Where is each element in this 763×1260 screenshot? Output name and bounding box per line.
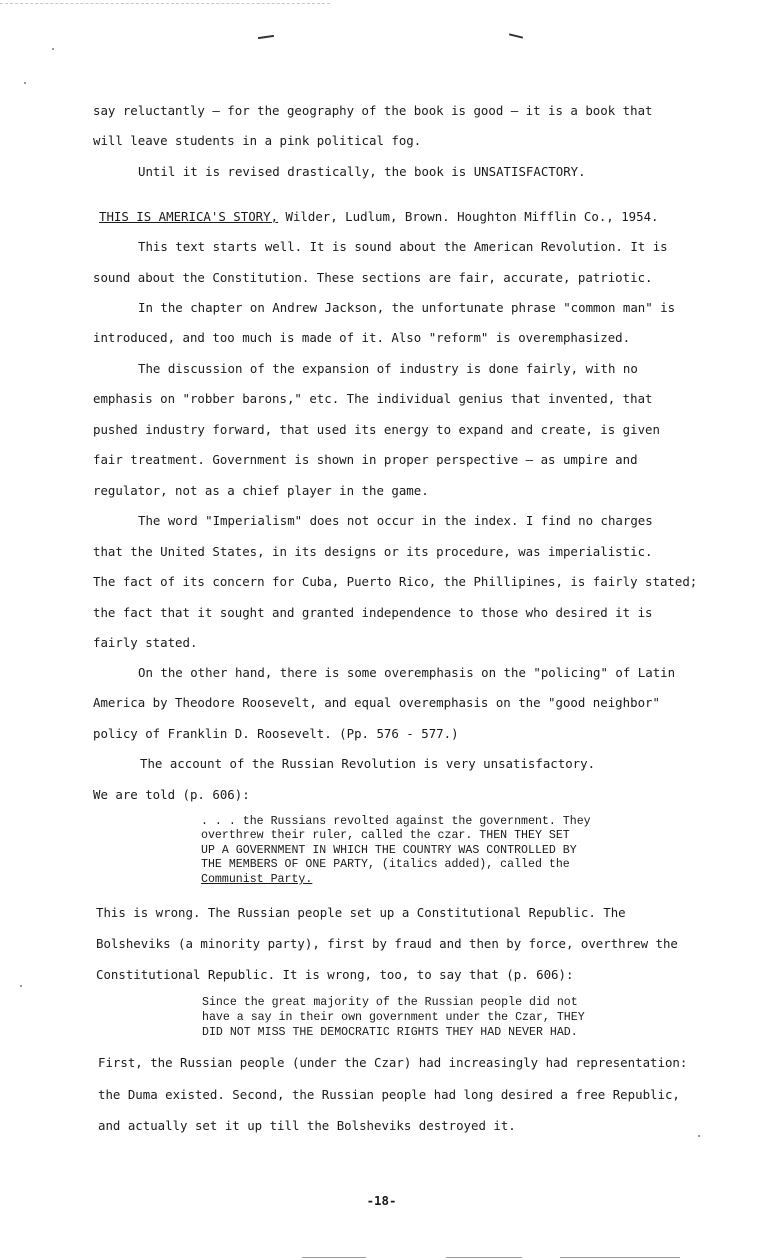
body-line: On the other hand, there is some overemphasis on the "policing" of Latin xyxy=(138,665,676,680)
quote-line: overthrew their ruler, called the czar. THEN THEY SET xyxy=(201,829,570,842)
body-line: and actually set it up till the Bolsheviks destroyed it. xyxy=(98,1118,516,1133)
scan-speck xyxy=(698,1135,700,1137)
body-line: policy of Franklin D. Roosevelt. (Pp. 576 - 577.) xyxy=(93,726,459,741)
body-line: the Duma existed. Second, the Russian people had long desired a free Republic, xyxy=(98,1087,680,1102)
body-line: The word "Imperialism" does not occur in the index. I find no charges xyxy=(138,513,653,528)
body-line: emphasis on "robber barons," etc. The individual genius that invented, that xyxy=(93,391,653,406)
body-line: Constitutional Republic. It is wrong, too, to say that (p. 606): xyxy=(96,967,574,982)
body-line: that the United States, in its designs or its procedure, was imperialistic. xyxy=(93,544,653,559)
body-line: The account of the Russian Revolution is very unsatisfactory. xyxy=(140,756,596,771)
body-line: This text starts well. It is sound about the American Revolution. It is xyxy=(138,239,668,254)
body-line: America by Theodore Roosevelt, and equal overemphasis on the "good neighbor" xyxy=(93,695,660,710)
body-line: regulator, not as a chief player in the game. xyxy=(93,483,429,498)
body-line: pushed industry forward, that used its energy to expand and create, is given xyxy=(93,422,660,437)
top-scan-edge xyxy=(0,3,330,4)
body-line: will leave students in a pink political fog. xyxy=(93,133,422,148)
quote-line: have a say in their own government under the Czar, THEY xyxy=(202,1011,585,1024)
body-line: In the chapter on Andrew Jackson, the unfortunate phrase "common man" is xyxy=(138,300,676,315)
quote-line: Since the great majority of the Russian people did not xyxy=(202,996,578,1009)
quote-line: Communist Party. xyxy=(201,873,313,886)
quote-line: . . . the Russians revolted against the government. They xyxy=(201,815,591,828)
body-line: We are told (p. 606): xyxy=(93,787,250,802)
body-line: Bolsheviks (a minority party), first by fraud and then by force, overthrew the xyxy=(96,936,678,951)
body-line: introduced, and too much is made of it. Also "reform" is overemphasized. xyxy=(93,330,631,345)
quote-line: DID NOT MISS THE DEMOCRATIC RIGHTS THEY HAD NEVER HAD. xyxy=(202,1026,578,1039)
bottom-scan-edge xyxy=(446,1257,522,1258)
bottom-scan-edge xyxy=(302,1257,366,1258)
body-line: say reluctantly — for the geography of the book is good — it is a book that xyxy=(93,103,653,118)
scan-mark xyxy=(258,35,274,39)
quote-line: UP A GOVERNMENT IN WHICH THE COUNTRY WAS CONTROLLED BY xyxy=(201,844,577,857)
quote-line: THE MEMBERS OF ONE PARTY, (italics added), called the xyxy=(201,858,570,871)
book-title: THIS IS AMERICA'S STORY, xyxy=(99,209,279,224)
body-line: First, the Russian people (under the Czar) had increasingly had representation: xyxy=(98,1055,688,1070)
book-citation-line xyxy=(99,209,659,224)
page-number: -18- xyxy=(366,1193,397,1208)
scan-mark xyxy=(509,33,523,38)
body-line: fair treatment. Government is shown in proper perspective — as umpire and xyxy=(93,452,638,467)
bottom-scan-edge xyxy=(560,1257,680,1258)
body-line: sound about the Constitution. These sections are fair, accurate, patriotic. xyxy=(93,270,653,285)
book-citation: Wilder, Ludlum, Brown. Houghton Mifflin Co., 1954. xyxy=(278,209,659,224)
scan-speck xyxy=(24,82,26,84)
body-line: The discussion of the expansion of industry is done fairly, with no xyxy=(138,361,638,376)
body-line: the fact that it sought and granted independence to those who desired it is xyxy=(93,605,653,620)
body-line: Until it is revised drastically, the book is UNSATISFACTORY. xyxy=(138,164,586,179)
body-line: This is wrong. The Russian people set up a Constitutional Republic. The xyxy=(96,905,626,920)
scan-speck xyxy=(20,985,22,987)
body-line: The fact of its concern for Cuba, Puerto Rico, the Phillipines, is fairly stated; xyxy=(93,574,698,589)
scan-speck xyxy=(52,48,54,50)
body-line: fairly stated. xyxy=(93,635,198,650)
